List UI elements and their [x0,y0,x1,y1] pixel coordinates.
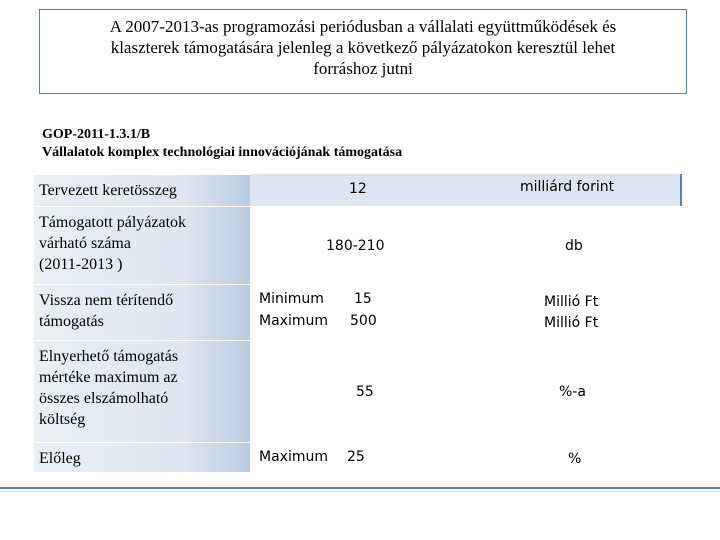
program-name: Vállalatok komplex technológiai innovációjának támogatása [42,145,403,160]
count-unit: db [565,238,583,254]
budget-value: 12 [349,181,367,197]
rate-value: 55 [356,384,374,400]
grant-max-value: 500 [350,313,377,329]
title-line: forráshoz jutni [313,59,413,78]
advance-value: 25 [347,449,365,465]
bottom-divider [0,491,720,492]
row-label: (2011-2013 ) [39,256,123,273]
grant-unit: Millió Ft [544,294,599,310]
grant-min-value: 15 [354,291,372,307]
row-label: várható száma [39,235,131,252]
row-label: Elnyerhető támogatás [39,348,179,365]
advance-max-label: Maximum [259,449,328,465]
title-box [39,9,687,94]
grant-min-label: Minimum [259,291,324,307]
row-label: Tervezett keretösszeg [39,182,177,199]
program-subtitle [42,126,402,162]
row-label: támogatás [39,313,104,330]
row-label-advance [34,442,250,472]
count-value: 180-210 [326,238,385,254]
title-line: klaszterek támogatására jelenleg a következő pályázatokon keresztül lehet [110,38,616,57]
row-label-budget [34,174,250,206]
row-label-grant [34,284,250,340]
row-label-rate [34,340,250,442]
row-label: költség [39,411,86,428]
advance-unit: % [568,451,582,467]
program-code: GOP-2011-1.3.1/B [42,127,151,142]
rate-unit: %-a [559,384,586,400]
row-label: Előleg [39,450,81,467]
bottom-divider [0,487,720,489]
row-label-count [34,206,250,284]
row-label: mértéke maximum az [39,369,178,386]
grant-table [34,174,682,472]
header-row-band [250,174,682,206]
title-line: A 2007-2013-as programozási periódusban a vállalati együttműködések és [109,17,617,36]
row-label: Vissza nem térítendő [39,292,174,309]
budget-unit: milliárd forint [520,179,615,195]
grant-max-label: Maximum [259,313,328,329]
grant-unit: Millió Ft [544,315,599,331]
row-label: összes elszámolható [39,390,169,407]
row-label: Támogatott pályázatok [39,214,187,231]
